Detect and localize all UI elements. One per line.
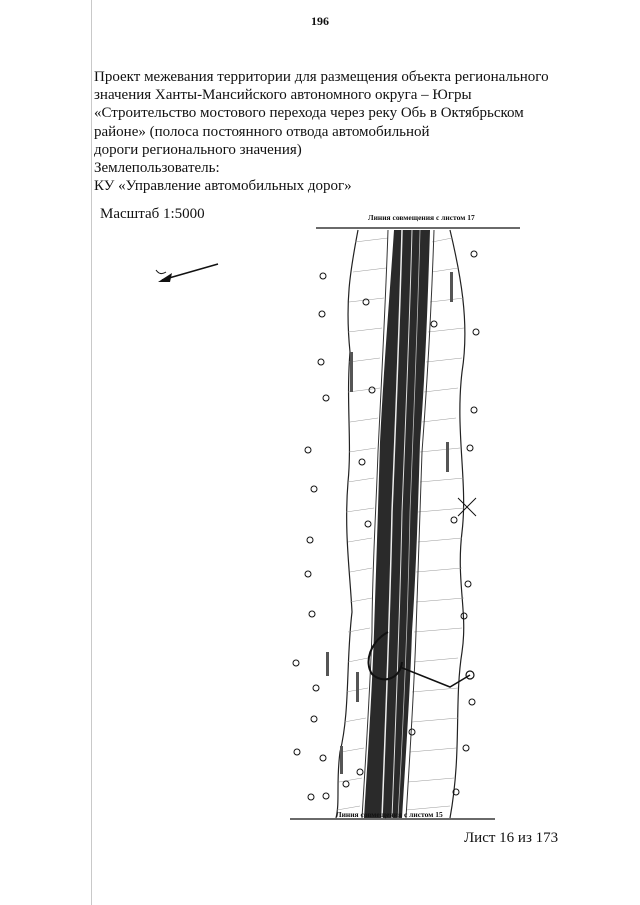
page-number: 196 — [311, 14, 329, 28]
left-boundary — [336, 230, 358, 818]
title-line-2: значения Ханты-Мансийского автономного округа – Югры — [94, 87, 472, 104]
title-line-5: дороги регионального значения) — [94, 141, 302, 158]
land-user-name: КУ «Управление автомобильных дорог» — [94, 178, 352, 195]
title-line-3: «Строительство мостового перехода через реку Обь в Октябрьском — [94, 105, 524, 122]
margin-line — [91, 0, 92, 905]
land-user-label: Землепользователь: — [94, 160, 220, 177]
title-line-4: районе» (полоса постоянного отвода автомобильной — [94, 123, 430, 140]
survey-cross-icon — [458, 498, 476, 516]
north-arrow-icon — [156, 264, 218, 282]
bottom-match-line-label: Линия совмещения с листом 15 — [336, 810, 443, 819]
sheet-label: Лист 16 из 173 — [464, 830, 559, 846]
top-match-line-label: Линия совмещения с листом 17 — [368, 213, 475, 222]
title-block — [94, 68, 574, 195]
scale-label: Масштаб 1:5000 — [100, 206, 205, 222]
survey-map — [150, 212, 530, 824]
right-boundary — [450, 230, 465, 818]
title-line-1: Проект межевания территории для размещения объекта регионального — [94, 69, 549, 85]
map-drawing — [150, 212, 530, 824]
